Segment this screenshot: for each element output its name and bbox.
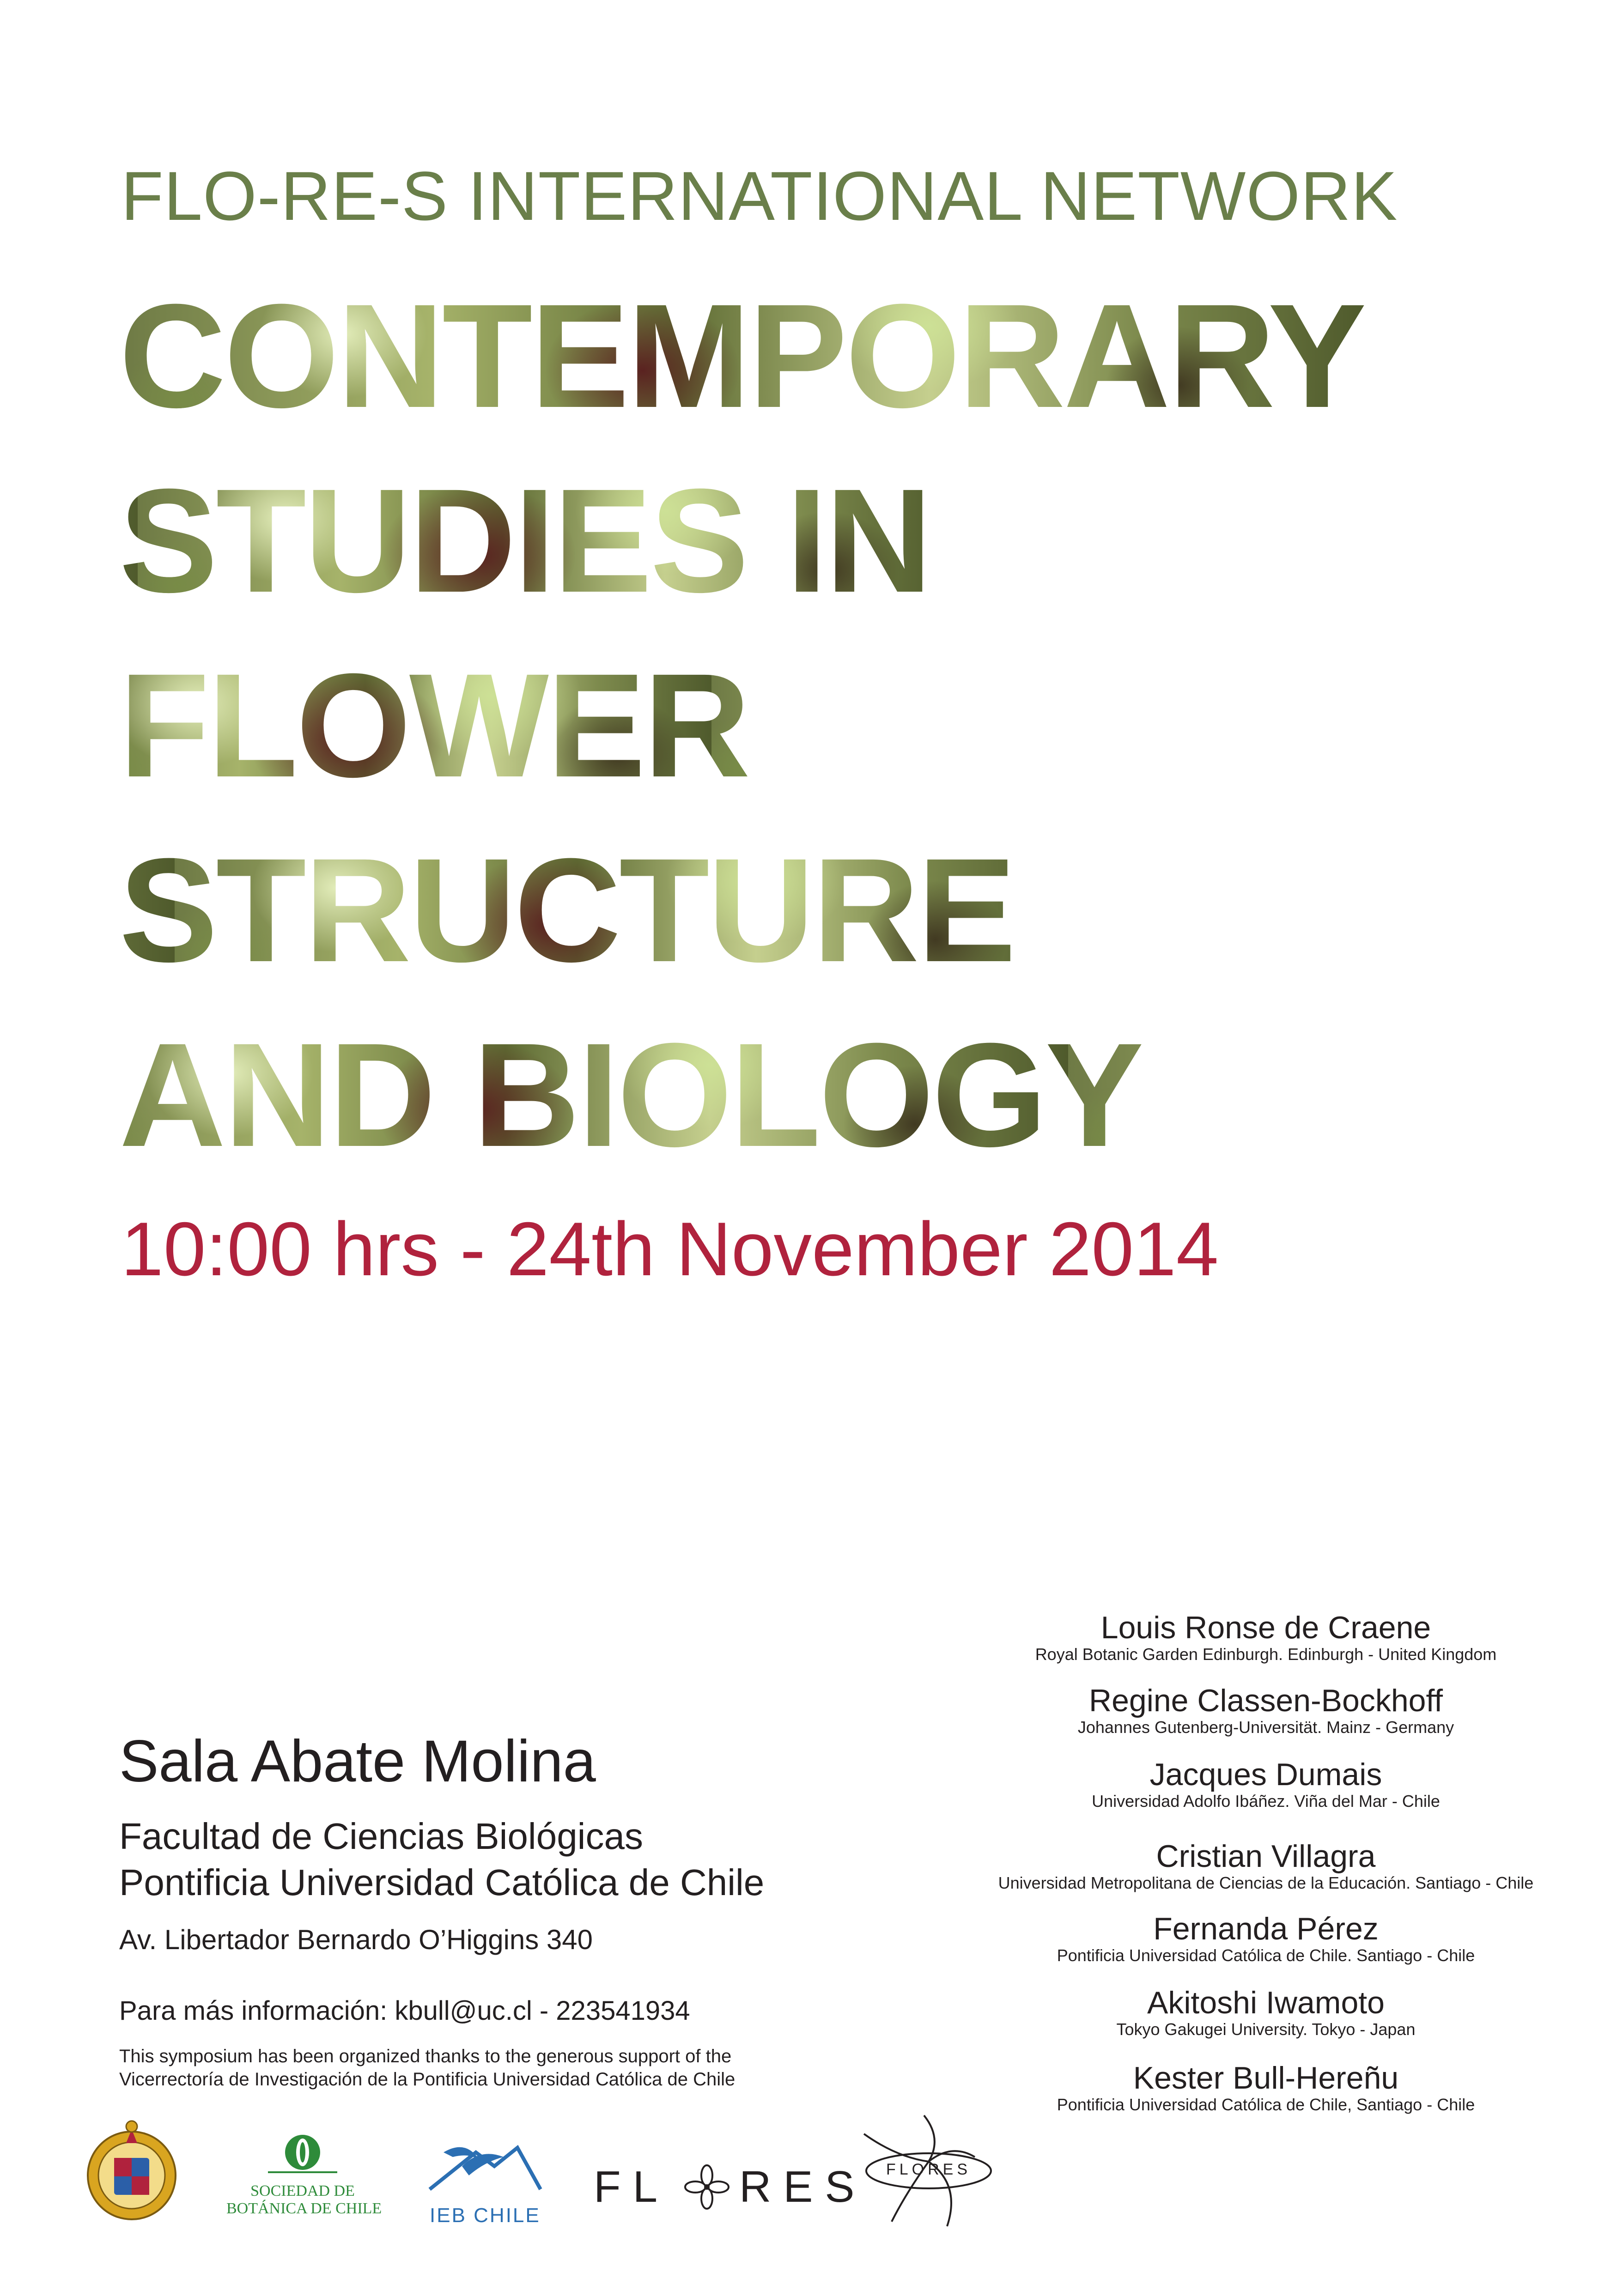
title-line-4: STRUCTURE: [119, 827, 1015, 993]
speaker-name: Kester Bull-Hereñu: [1133, 2060, 1399, 2096]
speaker-affiliation: Tokyo Gakugei University. Tokyo - Japan: [1116, 2020, 1416, 2039]
venue-name: Sala Abate Molina: [119, 1728, 596, 1794]
speaker-affiliation: Johannes Gutenberg-Universität. Mainz - Germany: [1077, 1718, 1454, 1737]
venue-faculty: Facultad de Ciencias Biológicas: [119, 1816, 643, 1857]
speaker-name: Regine Classen-Bockhoff: [1088, 1683, 1443, 1718]
speaker-affiliation: Universidad Adolfo Ibáñez. Viña del Mar - Chile: [1092, 1792, 1440, 1811]
sociedad-botanica-line-1: SOCIEDAD DE: [250, 2182, 355, 2199]
title-line-5: AND BIOLOGY: [119, 1012, 1142, 1177]
speaker-affiliation: Royal Botanic Garden Edinburgh. Edinburgh - United Kingdom: [1035, 1645, 1497, 1664]
speaker-item: [970, 1987, 1562, 2038]
venue-university: Pontificia Universidad Católica de Chile: [119, 1862, 765, 1903]
support-note-line-1: This symposium has been organized thanks to the generous support of the: [119, 2046, 732, 2066]
title-line-3: FLOWER: [119, 642, 749, 808]
flores-wordmark-left: FL: [594, 2162, 670, 2211]
ieb-condor-icon: [425, 2134, 545, 2199]
speaker-name: Akitoshi Iwamoto: [1147, 1985, 1385, 2020]
speaker-item: [970, 1841, 1562, 1891]
speaker-item: [970, 1685, 1562, 1736]
support-note-line-2: Vicerrectoría de Investigación de la Pontificia Universidad Católica de Chile: [119, 2069, 736, 2090]
ieb-chile-label: IEB CHILE: [430, 2204, 541, 2227]
speaker-item: [970, 1913, 1562, 1964]
title-line-2: STUDIES IN: [119, 458, 930, 623]
speaker-item: [970, 1612, 1562, 1663]
speaker-affiliation: Universidad Metropolitana de Ciencias de la Educación. Santiago - Chile: [998, 1873, 1534, 1892]
sponsor-logos: [0, 2106, 1623, 2245]
university-crest-logo: [85, 2115, 178, 2226]
sociedad-botanica-leaf-icon: [268, 2132, 337, 2173]
venue-street: Av. Libertador Bernardo O’Higgins 340: [119, 1924, 593, 1955]
speaker-item: [970, 2062, 1562, 2113]
speaker-affiliation: Pontificia Universidad Católica de Chile. Santiago - Chile: [1057, 1946, 1475, 1965]
speaker-item: [970, 1759, 1562, 1810]
flores-script-label: FLORES: [886, 2161, 972, 2178]
speaker-name: Jacques Dumais: [1149, 1757, 1382, 1792]
speaker-name: Cristian Villagra: [1156, 1839, 1376, 1874]
flores-flower-icon: [684, 2164, 730, 2210]
flores-wordmark-right: RES: [739, 2162, 867, 2211]
sociedad-botanica-line-2: BOTÁNICA DE CHILE: [226, 2200, 382, 2217]
contact-info: Para más información: kbull@uc.cl - 223541934: [119, 1996, 690, 2026]
speaker-affiliation: Pontificia Universidad Católica de Chile, Santiago - Chile: [1057, 2095, 1475, 2114]
speaker-name: Louis Ronse de Craene: [1100, 1610, 1431, 1645]
event-date-time: 10:00 hrs - 24th November 2014: [121, 1206, 1219, 1291]
network-heading: FLO-RE-S INTERNATIONAL NETWORK: [121, 157, 1398, 235]
speaker-name: Fernanda Pérez: [1153, 1911, 1379, 1946]
title-line-1: CONTEMPORARY: [119, 273, 1365, 438]
